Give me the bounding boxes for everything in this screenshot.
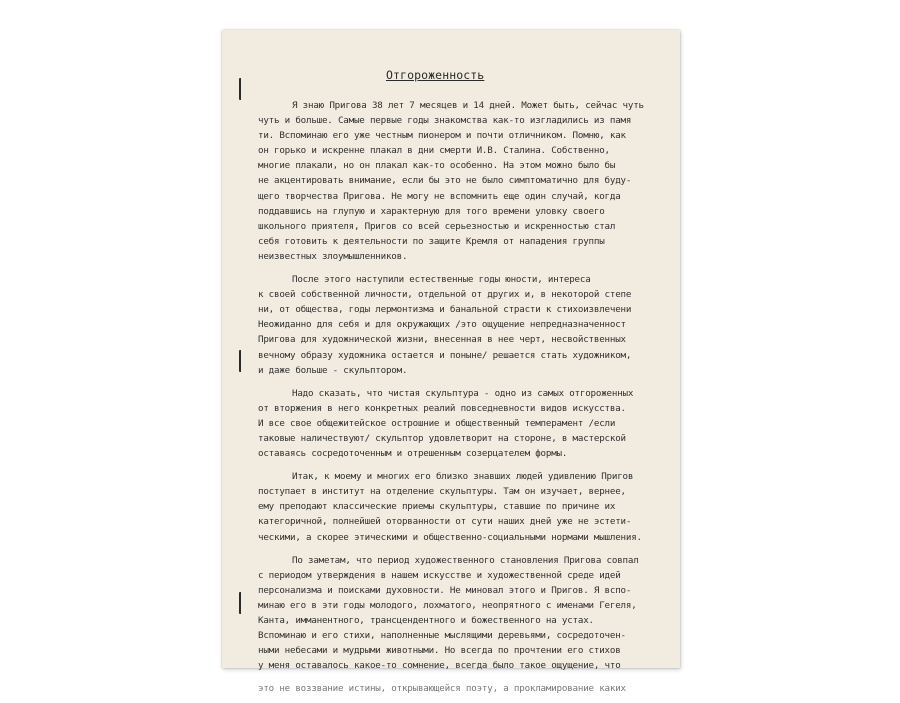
text-line: это не воззвание истины, открывающейся поэту, а прокламирование каких xyxy=(258,683,626,695)
paragraph-gap xyxy=(258,673,678,681)
text-line: Канта, имманентного, трансцендентного и божественного на устах. xyxy=(258,615,594,626)
text-line: персонализма и поисками духовности. Не миновал этого и Пригов. Я вспо- xyxy=(258,584,632,596)
text-line: с периодом утверждения в нашем искусстве и художественной среде идей xyxy=(258,569,621,581)
text-line: он горько и искренне плакал в дни смерти И.В. Сталина. Собственно, xyxy=(258,145,610,157)
text-line: Итак, к моему и многих его близко знавших людей удивлению Пригов xyxy=(292,471,634,483)
text-line: ни, от общества, годы лермонтизма и банальной страсти к стихоизвлечени xyxy=(258,304,632,316)
text-line: После этого наступили естественные годы юности, интереса xyxy=(292,274,591,286)
typewritten-page xyxy=(222,30,680,695)
text-line: оставаясь сосредоточенным и отрешенным созерцателем формы. xyxy=(258,448,568,460)
text-line: у меня оставалось какое-то сомнение, всегда было такое ощущение, что xyxy=(258,660,621,672)
text-line: чуть и больше. Самые первые годы знакомства как-то изгладились из памя xyxy=(258,115,632,127)
text-line: ему преподают классические приемы скульптуры, ставшие по причине их xyxy=(258,501,616,513)
text-line: таковые наличествуют/ скульптор удовлетворит на стороне, в мастерской xyxy=(258,432,626,444)
paragraph-gap xyxy=(258,545,678,553)
document-title: Отгороженность xyxy=(386,68,485,82)
text-line: и даже больше - скульптором. xyxy=(258,364,408,376)
text-line: ческими, а скорее этическими и общественно-социальными нормами мышления. xyxy=(258,531,642,543)
text-line: ными небесами и мудрыми животными. Но всегда по прочтении его стихов xyxy=(258,645,621,657)
text-line: к своей собственной личности, отдельной от других и, в некоторой степе xyxy=(258,289,632,301)
text-line: поддавшись на глупую и характерную для того времени уловку своего xyxy=(258,205,605,217)
text-line: щего творчества Пригова. Не могу не вспомнить еще один случай, когда xyxy=(258,190,621,202)
paragraph-gap xyxy=(258,461,678,469)
staple-mark xyxy=(239,350,245,372)
text-line: поступает в институт на отделение скульптуры. Там он изучает, вернее, xyxy=(258,486,626,498)
text-line: Надо сказать, что чистая скульптура - одно из самых отгороженных xyxy=(292,387,634,399)
text-line: ти. Вспоминаю его уже честным пионером и почти отличником. Помню, как xyxy=(258,130,626,142)
text-line: По заметам, что период художественного становления Пригова совпал xyxy=(292,554,639,566)
staple-mark xyxy=(239,592,245,614)
text-line: себя готовить к деятельности по защите Кремля от нападения группы xyxy=(258,235,605,247)
text-line: неизвестных злоумышленников. xyxy=(258,250,408,262)
paragraph-gap xyxy=(258,264,678,272)
text-line: Неожиданно для себя и для окружающих /это ощущение непредназначенност xyxy=(258,319,626,331)
text-line: категоричной, полнейшей оторванности от сути наших дней уже не эстети- xyxy=(258,516,632,528)
text-line: Я знаю Пригова 38 лет 7 месяцев и 14 дней. Может быть, сейчас чуть xyxy=(292,100,644,111)
text-line: не акцентировать внимание, если бы это не было симптоматично для буду- xyxy=(258,175,632,187)
text-line: школьного приятеля, Пригов со всей серьезностью и искренностью стал xyxy=(258,220,616,232)
text-line: И все свое общежитейское острошние и общественный темперамент /если xyxy=(258,417,616,429)
text-line: Пригова для художнической жизни, внесенная в нее черт, несвойственных xyxy=(258,334,626,346)
text-line: минаю его в эти годы молодого, лохматого, неопрятного с именами Гегеля, xyxy=(258,599,637,611)
document-body xyxy=(258,98,678,696)
text-line: многие плакали, но он плакал как-то особенно. На этом можно было бы xyxy=(258,160,616,172)
text-line: от вторжения в него конкретных реалий повседневности видов искусства. xyxy=(258,402,626,414)
text-line: Вспоминаю и его стихи, наполненные мыслящими деревьями, сосредоточен- xyxy=(258,630,626,642)
paragraph-gap xyxy=(258,378,678,386)
staple-mark xyxy=(239,78,245,100)
text-line: вечному образу художника остается и поныне/ решается стать художником, xyxy=(258,349,632,361)
